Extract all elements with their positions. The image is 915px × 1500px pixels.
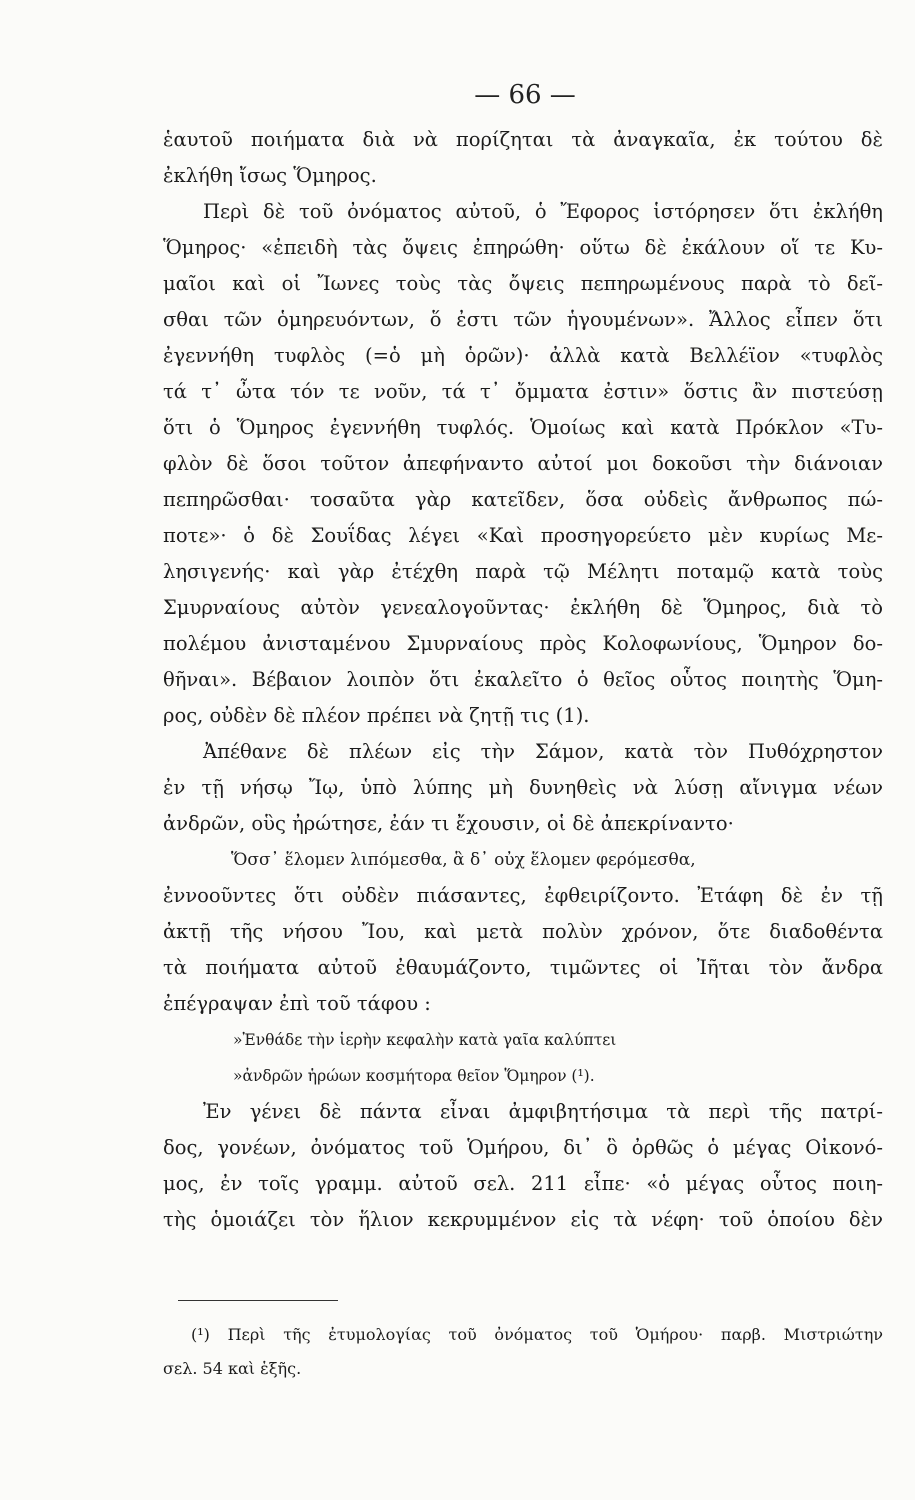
text-line: Ἐν γένει δὲ πάντα εἶναι ἀμφιβητήσιμα τὰ περὶ τῆς πατρί- bbox=[203, 1100, 883, 1123]
text-line: ποτε»· ὁ δὲ Σουΐδας λέγει «Καὶ προσηγορεύετο μὲν κυρίως Με- bbox=[163, 524, 883, 547]
text-line: ἀκτῇ τῆς νήσου Ἴου, καὶ μετὰ πολὺν χρόνον, ὅτε διαδοθέντα bbox=[163, 920, 883, 943]
text-line: σθαι τῶν ὁμηρευόντων, ὅ ἐστι τῶν ἡγουμένων». Ἄλλος εἶπεν ὅτι bbox=[163, 308, 883, 331]
footnote-divider bbox=[178, 1300, 338, 1301]
text-line: μαῖοι καὶ οἱ Ἴωνες τοὺς τὰς ὄψεις πεπηρωμένους παρὰ τὸ δεῖ- bbox=[163, 272, 883, 295]
text-line: ἑαυτοῦ ποιήματα διὰ νὰ πορίζηται τὰ ἀναγκαῖα, ἐκ τούτου δὲ bbox=[163, 128, 883, 151]
text-line: τά τ᾽ ὦτα τόν τε νοῦν, τά τ᾽ ὄμματα ἐστιν» ὅστις ἂν πιστεύσῃ bbox=[163, 380, 883, 403]
text-line: Περὶ δὲ τοῦ ὀνόματος αὐτοῦ, ὁ Ἔφορος ἱστόρησεν ὅτι ἐκλήθη bbox=[203, 200, 883, 223]
epigram-line: »Ἐνθάδε τὴν ἱερὴν κεφαλὴν κατὰ γαῖα καλύπτει bbox=[233, 1031, 617, 1049]
text-line: ἐγεννήθη τυφλὸς (=ὁ μὴ ὁρῶν)· ἀλλὰ κατὰ Βελλέϊον «τυφλὸς bbox=[163, 344, 883, 367]
text-line: ἐν τῇ νήσῳ Ἴῳ, ὑπὸ λύπης μὴ δυνηθεὶς νὰ λύσῃ αἴνιγμα νέων bbox=[163, 776, 883, 799]
text-line: ρος, οὐδὲν δὲ πλέον πρέπει νὰ ζητῇ τις (1). bbox=[163, 704, 590, 727]
text-line: φλὸν δὲ ὅσοι τοῦτον ἀπεφήναντο αὐτοί μοι δοκοῦσι τὴν διάνοιαν bbox=[163, 452, 883, 475]
text-line: θῆναι». Βέβαιον λοιπὸν ὅτι ἐκαλεῖτο ὁ θεῖος οὗτος ποιητὴς Ὅμη- bbox=[163, 668, 883, 691]
text-line: ὅτι ὁ Ὅμηρος ἐγεννήθη τυφλός. Ὁμοίως καὶ κατὰ Πρόκλον «Τυ- bbox=[163, 416, 883, 439]
text-line: πολέμου ἀνισταμένου Σμυρναίους πρὸς Κολοφωνίους, Ὅμηρον δο- bbox=[163, 632, 883, 655]
body-text bbox=[163, 122, 883, 1238]
epigram-line: »ἀνδρῶν ἡρώων κοσμήτορα θεῖον Ὅμηρον (¹). bbox=[233, 1067, 595, 1085]
text-line: πεπηρῶσθαι· τοσαῦτα γὰρ κατεῖδεν, ὅσα οὐδεὶς ἄνθρωπος πώ- bbox=[163, 488, 883, 511]
text-line: Ὅμηρος· «ἐπειδὴ τὰς ὄψεις ἐπηρώθη· οὕτω δὲ ἐκάλουν οἵ τε Κυ- bbox=[163, 236, 883, 259]
text-line: δος, γονέων, ὀνόματος τοῦ Ὁμήρου, δι᾽ ὃ ὀρθῶς ὁ μέγας Οἰκονό- bbox=[163, 1136, 883, 1159]
text-line: ἐκλήθη ἴσως Ὅμηρος. bbox=[163, 164, 377, 187]
text-line: Σμυρναίους αὐτὸν γενεαλογοῦντας· ἐκλήθη δὲ Ὅμηρος, διὰ τὸ bbox=[163, 596, 883, 619]
text-line: ἐπέγραψαν ἐπὶ τοῦ τάφου : bbox=[163, 992, 431, 1015]
text-line: λησιγενής· καὶ γὰρ ἐτέχθη παρὰ τῷ Μέλητι ποταμῷ κατὰ τοὺς bbox=[163, 560, 883, 583]
text-line: ἐννοοῦντες ὅτι οὐδὲν πιάσαντες, ἐφθειρίζοντο. Ἐτάφη δὲ ἐν τῇ bbox=[163, 884, 883, 907]
text-line: μος, ἐν τοῖς γραμμ. αὐτοῦ σελ. 211 εἶπε· «ὁ μέγας οὗτος ποιη- bbox=[163, 1172, 883, 1195]
footnote-line: σελ. 54 καὶ ἑξῆς. bbox=[163, 1359, 302, 1378]
page-number: — 66 — bbox=[474, 80, 576, 110]
footnote-line: (¹) Περὶ τῆς ἐτυμολογίας τοῦ ὀνόματος τοῦ Ὁμήρου· παρβ. Μιστριώτην bbox=[191, 1325, 883, 1344]
footnote bbox=[163, 1318, 883, 1386]
verse-line: Ὅσσ᾽ ἕλομεν λιπόμεσθα, ἃ δ᾽ οὐχ ἕλομεν φερόμεσθα, bbox=[231, 850, 696, 870]
text-line: τὰ ποιήματα αὐτοῦ ἐθαυμάζοντο, τιμῶντες οἱ Ἰῆται τὸν ἄνδρα bbox=[163, 956, 883, 979]
text-line: ἀνδρῶν, οὓς ἠρώτησε, ἐάν τι ἔχουσιν, οἱ δὲ ἀπεκρίναντο· bbox=[163, 812, 734, 835]
text-line: Ἀπέθανε δὲ πλέων εἰς τὴν Σάμον, κατὰ τὸν Πυθόχρηστον bbox=[203, 740, 883, 763]
text-line: τὴς ὁμοιάζει τὸν ἥλιον κεκρυμμένον εἰς τὰ νέφη· τοῦ ὁποίου δὲν bbox=[163, 1208, 883, 1231]
